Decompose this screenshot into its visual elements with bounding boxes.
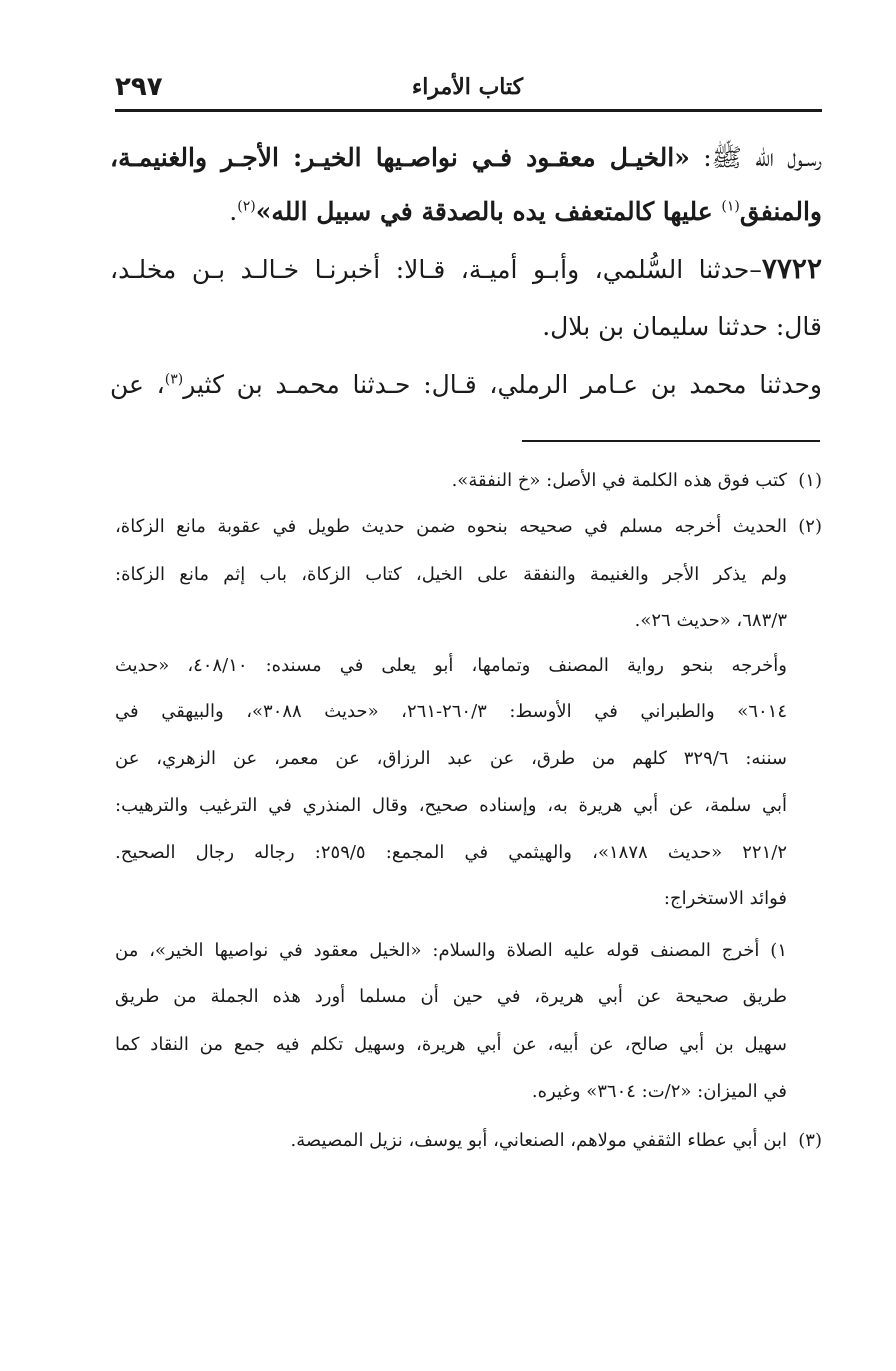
running-title: كتاب الأمراء (411, 74, 524, 100)
main-text-line-3 (110, 249, 822, 290)
footnote-2-line-10: ١) أخرج المصنف قوله عليه الصلاة والسلام: «الخيل معقود في نواصيها الخير»، من (115, 940, 787, 961)
footnote-ref-2: (٢) (237, 198, 256, 215)
footnote-marker: (٣) (798, 1130, 822, 1151)
footnote-2-line-5: ٦٠١٤» والطبراني في الأوسط: ٢٦٠/٣-٢٦١، «حديث ٣٠٨٨»، والبيهقي في (115, 701, 787, 722)
page-header (115, 70, 820, 110)
footnote-2-line-6: سننه: ٣٢٩/٦ كلهم من طرق، عن عبد الرزاق، عن معمر، عن الزهري، عن (115, 748, 788, 769)
footnote-marker: (٢) (798, 516, 822, 537)
footnote-ref-3: (٣) (164, 371, 184, 388)
footnote-3 (115, 1126, 822, 1156)
footnote-1 (115, 466, 822, 496)
hadith-quote-bold: والمنفق (739, 197, 822, 226)
header-rule (115, 109, 822, 112)
footnote-2-line-11: طريق صحيحة عن أبي هريرة، في حين أن مسلما أورد هذه الجملة من طريق (115, 986, 787, 1007)
hadith-quote-bold: «الخيـل معقـود فـي نواصـيها الخيـر: الأجـر والغنيمـة، (110, 143, 690, 172)
footnote-2-line-13: في الميزان: «٢/ت: ٣٦٠٤» وغيره. (531, 1081, 787, 1102)
hadith-number: ٧٧٢٢ (761, 252, 822, 285)
footnote-text: ابن أبي عطاء الثقفي مولاهم، الصنعاني، أبو يوسف، نزيل المصيصة. (290, 1130, 787, 1151)
main-text-fragment: . (229, 197, 238, 226)
footnote-2-line-3: ٦٨٣/٣، «حديث ٢٦». (634, 610, 787, 631)
main-text-fragment: وحدثنا محمد بن عـامر الرملي، قـال: حـدثنا محمـد بن كثير (183, 370, 822, 399)
main-text-fragment: رسـول الله ﷺ: (689, 143, 822, 172)
hadith-quote-bold: عليها كالمتعفف يده بالصدقة في سبيل الله» (255, 197, 722, 226)
main-text-line-1 (110, 138, 822, 178)
footnote-text: الحديث أخرجه مسلم في صحيحه بنحوه ضمن حديث طويل في عقوبة مانع الزكاة، (115, 516, 787, 537)
main-text-line-2 (110, 192, 822, 232)
page-number: ٢٩٧ (115, 72, 163, 102)
footnote-2-line-1 (115, 512, 822, 542)
main-text-line-4: قال: حدثنا سليمان بن بلال. (542, 312, 822, 341)
main-text-line-5 (110, 365, 822, 405)
footnote-separator (522, 440, 820, 442)
footnote-marker: (١) (798, 470, 822, 491)
footnote-text: كتب فوق هذه الكلمة في الأصل: «خ النفقة». (451, 470, 787, 491)
footnote-2-line-7: أبي سلمة، عن أبي هريرة به، وإسناده صحيح، وقال المنذري في الترغيب والترهيب: (115, 795, 787, 816)
footnote-2-line-2: ولم يذكر الأجر والغنيمة والنفقة على الخيل، كتاب الزكاة، باب إثم مانع الزكاة: (115, 564, 787, 585)
main-text-fragment: ، عن (110, 370, 165, 399)
footnote-2-line-4: وأخرجه بنحو رواية المصنف وتمامها، أبو يعلى في مسنده: ٤٠٨/١٠، «حديث (115, 655, 787, 676)
footnote-2-subheading: فوائد الاستخراج: (663, 888, 787, 909)
footnote-2-line-12: سهيل بن أبي صالح، عن أبيه، عن أبي هريرة، وسهيل تكلم فيه جمع من النقاد كما (115, 1034, 787, 1055)
footnote-ref-1: (١) (721, 198, 740, 215)
footnote-2-line-8: ٢٢١/٢ «حديث ١٨٧٨»، والهيثمي في المجمع: ٢٥٩/٥: رجاله رجال الصحيح. (115, 842, 787, 863)
main-text-fragment: –حدثنا السُّلمي، وأبـو أميـة، قـالا: أخبرنـا خـالـد بـن مخلـد، (110, 255, 762, 284)
